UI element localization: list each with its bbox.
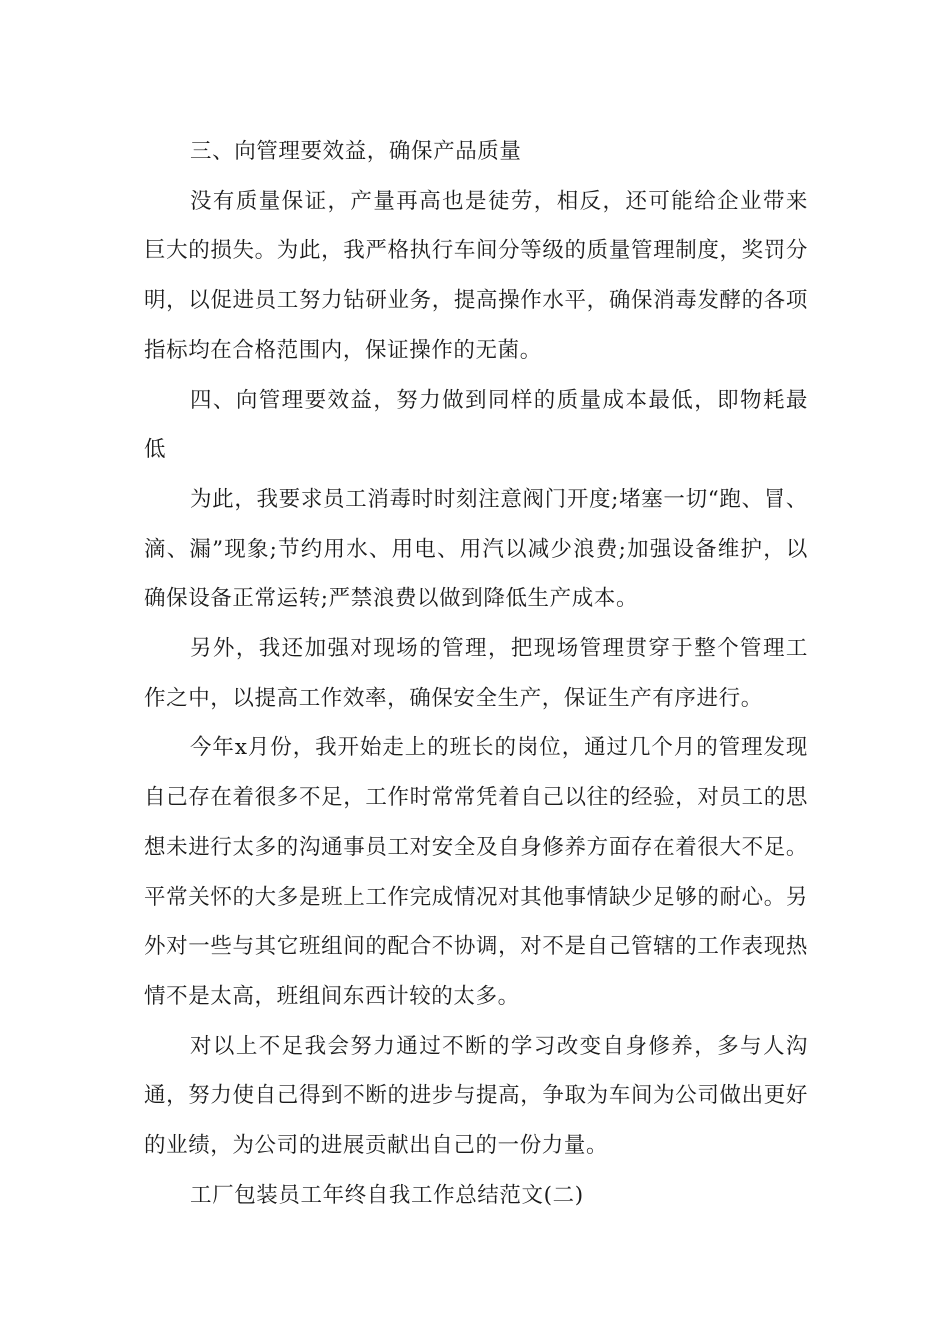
section-3-heading: 三、向管理要效益，确保产品质量: [190, 139, 522, 164]
improvement-paragraph: 对以上不足我会努力通过不断的学习改变自身修养，多与人沟通，努力使自己得到不断的进步与提高，争取为车间为公司做出更好的业绩，为公司的进展贡献出自己的一份力量。: [144, 1033, 808, 1159]
section-3-paragraph: 没有质量保证，产量再高也是徒劳，相反，还可能给企业带来巨大的损失。为此，我严格执行车间分等级的质量管理制度，奖罚分明，以促进员工努力钻研业务，提高操作水平，确保消毒发酵的各项指标均在合格范围内，保证操作的无菌。: [144, 188, 808, 363]
section-4-heading: 四、向管理要效益，努力做到同样的质量成本最低，即物耗最低: [144, 387, 808, 463]
next-article-title: 工厂包装员工年终自我工作总结范文(二): [190, 1182, 584, 1208]
document-body: [144, 127, 808, 1220]
site-management-paragraph: 另外，我还加强对现场的管理，把现场管理贯穿于整个管理工作之中，以提高工作效率，确保安全生产，保证生产有序进行。: [144, 636, 808, 711]
section-4-paragraph: 为此，我要求员工消毒时时刻注意阀门开度;堵塞一切“跑、冒、滴、漏”现象;节约用水、用电、用汽以减少浪费;加强设备维护，以确保设备正常运转;严禁浪费以做到降低生产成本。: [144, 486, 808, 612]
shortcomings-paragraph: 今年x月份，我开始走上的班长的岗位，通过几个月的管理发现自己存在着很多不足，工作时常常凭着自己以往的经验，对员工的思想未进行太多的沟通事员工对安全及自身修养方面存在着很大不足。平常关怀的大多是班上工作完成情况对其他事情缺少足够的耐心。另外对一些与其它班组间的配合不协调，对不是自己管辖的工作表现热情不是太高，班组间东西计较的太多。: [144, 735, 808, 1009]
